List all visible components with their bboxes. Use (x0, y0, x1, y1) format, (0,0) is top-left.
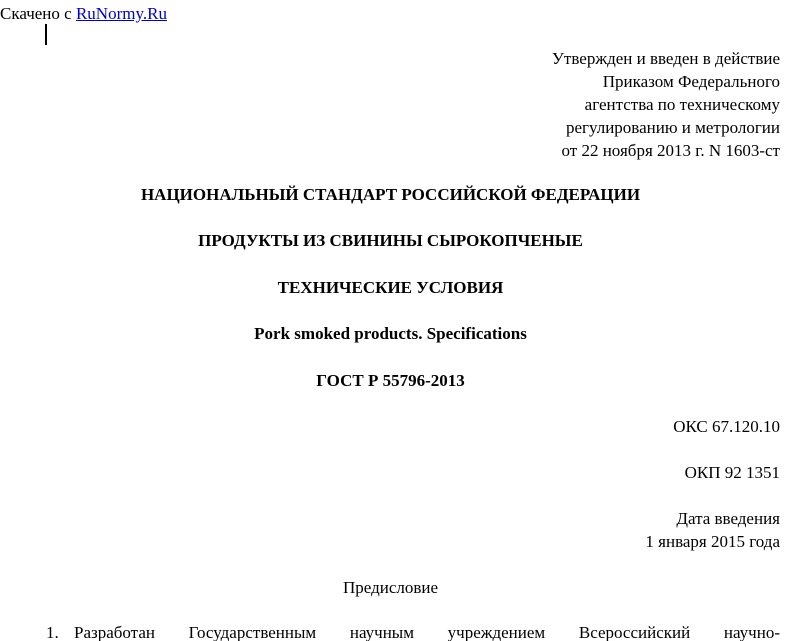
download-source-line (0, 2, 167, 25)
approval-line: Утвержден и введен в действие (551, 49, 780, 68)
list-item-text: Разработан Государственным научным учреждением Всероссийский научно- (74, 623, 780, 641)
approval-line: регулированию и метрологии (565, 118, 780, 137)
approval-line: агентства по техническому (584, 95, 780, 114)
intro-date-label: Дата введения (676, 509, 780, 528)
approval-line: Приказом Федерального (602, 72, 780, 91)
technical-conditions-title: ТЕХНИЧЕСКИЕ УСЛОВИЯ (277, 278, 504, 297)
oks-code: ОКС 67.120.10 (673, 417, 780, 436)
intro-date-value: 1 января 2015 года (645, 532, 780, 551)
national-standard-title: НАЦИОНАЛЬНЫЙ СТАНДАРТ РОССИЙСКОЙ ФЕДЕРАЦИИ (140, 185, 641, 204)
preface-heading: Предисловие (342, 578, 439, 597)
approval-block (552, 47, 780, 162)
download-source-prefix: Скачено с (0, 4, 76, 23)
gost-number: ГОСТ Р 55796-2013 (316, 371, 465, 390)
preface-list-item (46, 621, 781, 641)
okp-code: ОКП 92 1351 (684, 463, 780, 482)
text-cursor (45, 24, 47, 45)
list-item-number: 1. (46, 623, 59, 641)
runormy-link[interactable]: RuNormy.Ru (75, 4, 167, 23)
approval-line: от 22 ноября 2013 г. N 1603-ст (561, 141, 780, 160)
english-title: Pork smoked products. Specifications (254, 324, 527, 343)
product-title: ПРОДУКТЫ ИЗ СВИНИНЫ СЫРОКОПЧЕНЫЕ (198, 231, 583, 250)
